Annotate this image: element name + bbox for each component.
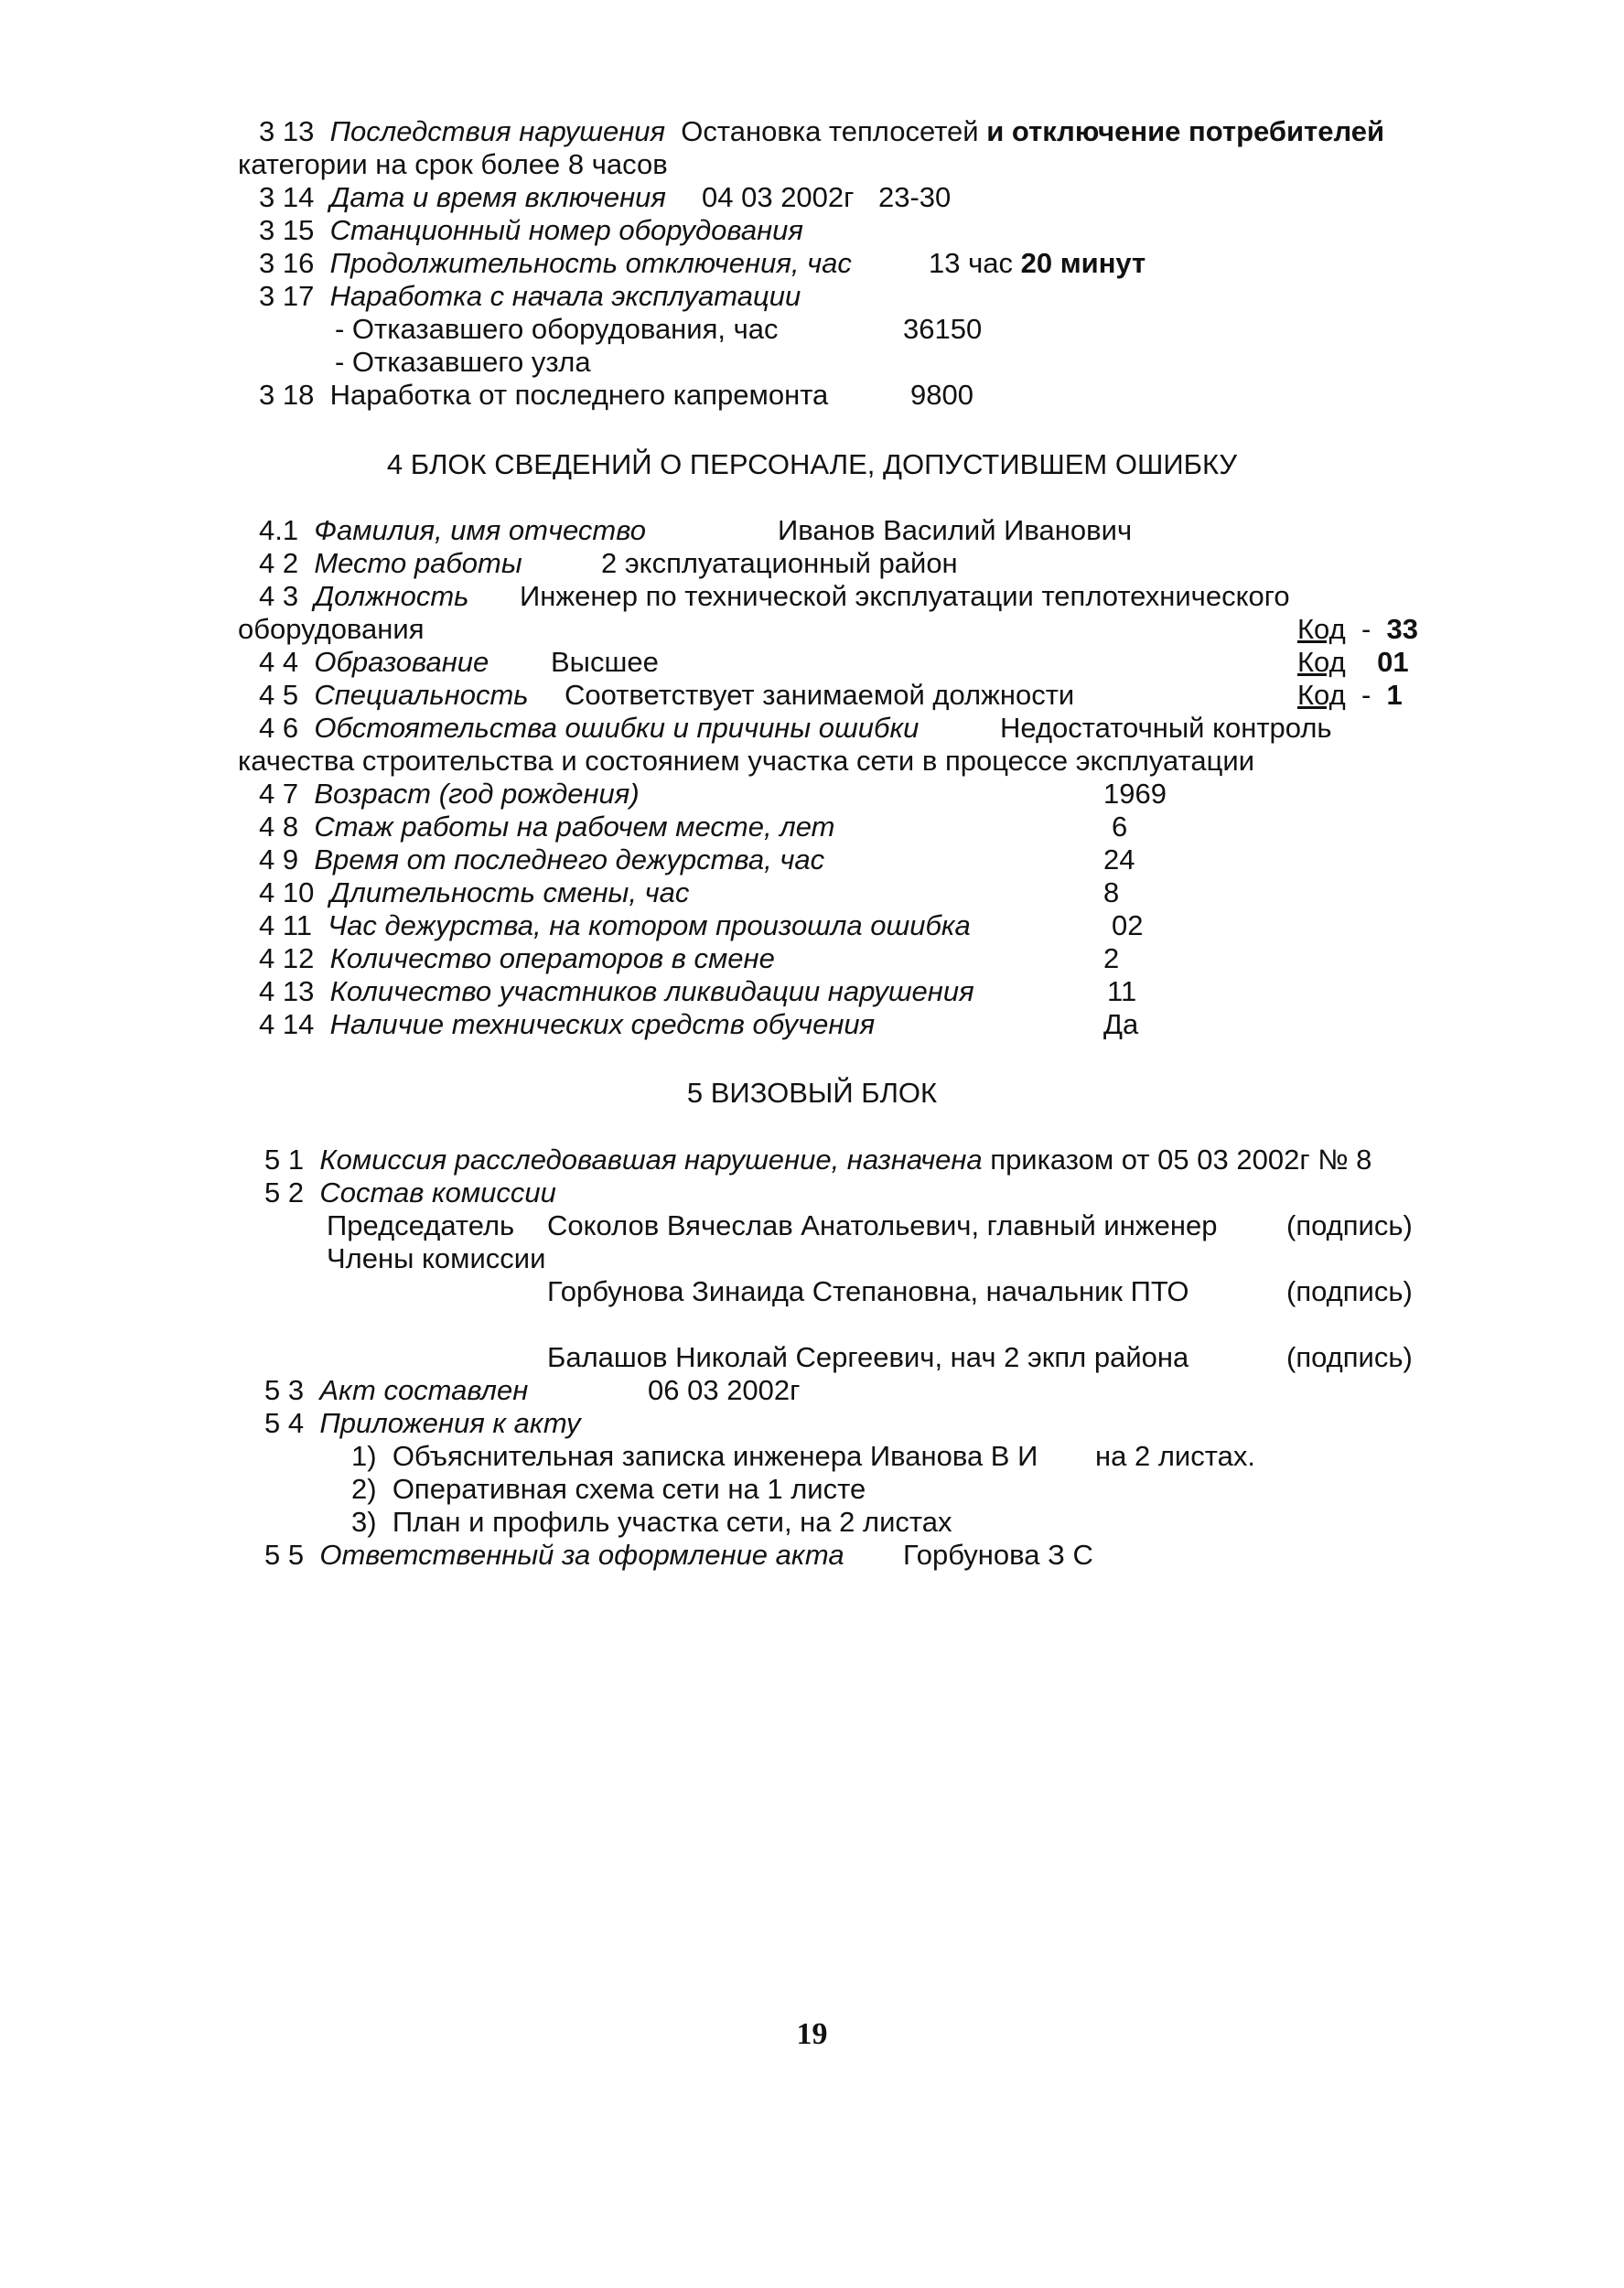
item-4-6 (259, 712, 919, 745)
item-5-3-value: 06 03 2002г (648, 1374, 801, 1406)
item-number: 3 16 (259, 247, 315, 279)
item-number: 5 1 (264, 1144, 305, 1176)
attachment-text: Оперативная схема сети на 1 листе (392, 1473, 866, 1505)
item-4-3 (259, 580, 468, 613)
item-3-18 (259, 379, 828, 412)
item-number: 4 4 (259, 646, 299, 678)
item-3-16-value (929, 247, 1145, 280)
item-3-13-cont: категории на срок более 8 часов (238, 148, 668, 180)
item-number: 4 7 (259, 778, 299, 810)
item-number: 4 8 (259, 811, 299, 843)
item-label: Приложения к акту (319, 1407, 581, 1439)
item-5-5-value: Горбунова З С (903, 1539, 1093, 1571)
signature-member-2: (подпись) (1286, 1341, 1413, 1373)
item-label: Фамилия, имя отчество (314, 514, 646, 546)
item-3-16 (259, 247, 852, 280)
item-4-13-value: 11 (1107, 975, 1137, 1007)
item-number: 4 11 (259, 909, 313, 941)
item-3-14 (259, 181, 666, 214)
item-label: Время от последнего дежурства, час (314, 843, 825, 875)
item-3-14-time: 23-30 (878, 181, 952, 213)
kod-dash: - (1361, 679, 1371, 711)
item-value-bold: и отключение потребителей (986, 115, 1385, 147)
commission-member-2: Балашов Николай Сергеевич, нач 2 экпл района (547, 1341, 1189, 1373)
attachment-text: План и профиль участка сети, на 2 листах (392, 1506, 952, 1538)
item-4-2-value: 2 эксплуатационный район (601, 547, 958, 579)
item-label: Наличие технических средств обучения (329, 1008, 876, 1040)
item-number: 3 13 (259, 115, 315, 147)
item-number: 3 18 (259, 379, 315, 411)
item-3-13 (259, 115, 1384, 148)
item-4-3-value: Инженер по технической эксплуатации теплотехнического (520, 580, 1290, 612)
item-label: Час дежурства, на котором произошла ошибка (328, 909, 971, 941)
item-4-6-cont: качества строительства и состоянием участка сети в процессе эксплуатации (238, 745, 1255, 777)
commission-chair: Соколов Вячеслав Анатольевич, главный инженер (547, 1209, 1218, 1241)
item-label: Образование (314, 646, 489, 678)
item-label: Количество участников ликвидации нарушения (329, 975, 974, 1007)
attachment-1 (351, 1440, 1038, 1473)
item-3-17 (259, 280, 801, 313)
item-label: Последствия нарушения (329, 115, 666, 147)
item-label: Ответственный за оформление акта (319, 1539, 844, 1571)
item-number: 5 3 (264, 1374, 305, 1406)
item-4-12-value: 2 (1103, 942, 1120, 974)
item-4-11-value: 02 (1112, 909, 1144, 941)
attachment-text: Объяснительная записка инженера Иванова В И (392, 1440, 1038, 1472)
item-4-10-value: 8 (1103, 876, 1120, 908)
item-4-4-value: Высшее (551, 646, 659, 678)
item-number: 3 15 (259, 214, 315, 246)
item-value: 13 час (929, 247, 1013, 279)
item-4-9 (259, 843, 824, 876)
item-number: 4 12 (259, 942, 315, 974)
section-4-heading: 4 БЛОК СВЕДЕНИЙ О ПЕРСОНАЛЕ, ДОПУСТИВШЕМ ОШИБКУ (386, 448, 1238, 480)
item-number: 5 2 (264, 1176, 305, 1208)
item-4-13 (259, 975, 974, 1008)
attachment-number: 1) (351, 1440, 377, 1472)
kod-value: 01 (1377, 646, 1409, 678)
section-5-heading: 5 ВИЗОВЫЙ БЛОК (686, 1077, 938, 1109)
attachment-number: 3) (351, 1506, 377, 1538)
kod-value: 1 (1386, 679, 1403, 711)
item-4-7-value: 1969 (1103, 778, 1167, 810)
item-4-11 (259, 909, 971, 942)
item-label: Комиссия расследовавшая нарушение, назначена (319, 1144, 983, 1176)
item-label: Станционный номер оборудования (329, 214, 803, 246)
item-4-10 (259, 876, 689, 909)
item-label: Продолжительность отключения, час (329, 247, 852, 279)
item-5-1 (264, 1144, 1371, 1176)
item-number: 4 10 (259, 876, 315, 908)
item-3-17-sub1-label: - Отказавшего оборудования, час (335, 313, 779, 345)
item-number: 4 5 (259, 679, 299, 711)
item-4-4 (259, 646, 489, 679)
item-5-3 (264, 1374, 528, 1407)
item-number: 4 6 (259, 712, 299, 744)
item-3-17-sub2-label: - Отказавшего узла (335, 346, 591, 378)
item-label: Возраст (год рождения) (314, 778, 640, 810)
item-value: приказом от 05 03 2002г № 8 (990, 1144, 1372, 1176)
item-3-14-date: 04 03 2002г (702, 181, 855, 213)
item-label: Количество операторов в смене (329, 942, 775, 974)
page-number: 19 (796, 2017, 828, 2051)
item-value: Остановка теплосетей (681, 115, 979, 147)
item-label: Специальность (314, 679, 529, 711)
item-label: Акт составлен (319, 1374, 529, 1406)
item-label: Место работы (314, 547, 522, 579)
item-value-bold: 20 минут (1020, 247, 1146, 279)
kod-4-5 (1297, 679, 1403, 712)
item-5-5 (264, 1539, 844, 1572)
item-number: 4.1 (259, 514, 299, 546)
item-label: Стаж работы на рабочем месте, лет (314, 811, 835, 843)
item-4-5 (259, 679, 529, 712)
commission-members-label: Члены комиссии (327, 1242, 546, 1274)
item-4-2 (259, 547, 522, 580)
item-5-2 (264, 1176, 556, 1209)
kod-dash: - (1361, 613, 1371, 645)
signature-chair: (подпись) (1286, 1209, 1413, 1241)
item-3-15 (259, 214, 803, 247)
item-label: Должность (314, 580, 469, 612)
item-label: Наработка с начала эксплуатации (329, 280, 801, 312)
item-number: 4 9 (259, 843, 299, 875)
item-3-17-sub1-value: 36150 (903, 313, 983, 345)
kod-4-3 (1297, 613, 1418, 646)
signature-member-1: (подпись) (1286, 1275, 1413, 1307)
item-4-12 (259, 942, 775, 975)
item-4-14-value: Да (1103, 1008, 1139, 1040)
kod-label: Код (1297, 679, 1346, 711)
item-number: 5 5 (264, 1539, 305, 1571)
kod-label: Код (1297, 646, 1346, 678)
item-number: 3 14 (259, 181, 315, 213)
item-4-8-value: 6 (1112, 811, 1128, 843)
item-4-14 (259, 1008, 875, 1041)
item-label: Состав комиссии (319, 1176, 556, 1208)
item-3-18-value: 9800 (910, 379, 973, 411)
attachment-3 (351, 1506, 952, 1539)
item-4-1-value: Иванов Василий Иванович (778, 514, 1133, 546)
item-label: Наработка от последнего капремонта (329, 379, 829, 411)
attachment-number: 2) (351, 1473, 377, 1505)
item-4-5-value: Соответствует занимаемой должности (565, 679, 1075, 711)
attachment-2 (351, 1473, 866, 1506)
item-4-8 (259, 811, 834, 843)
item-number: 5 4 (264, 1407, 305, 1439)
item-number: 4 2 (259, 547, 299, 579)
item-4-9-value: 24 (1103, 843, 1135, 875)
item-label: Длительность смены, час (329, 876, 690, 908)
item-number: 4 14 (259, 1008, 315, 1040)
item-label: Дата и время включения (329, 181, 666, 213)
item-4-6-value: Недостаточный контроль (1000, 712, 1332, 744)
item-number: 4 3 (259, 580, 299, 612)
item-4-1 (259, 514, 646, 547)
item-4-7 (259, 778, 640, 811)
item-label: Обстоятельства ошибки и причины ошибки (314, 712, 920, 744)
kod-4-4 (1297, 646, 1409, 679)
attachment-1-pages: на 2 листах. (1095, 1440, 1255, 1472)
item-5-4 (264, 1407, 581, 1440)
commission-chair-label: Председатель (327, 1209, 515, 1241)
commission-member-1: Горбунова Зинаида Степановна, начальник ПТО (547, 1275, 1189, 1307)
kod-label: Код (1297, 613, 1346, 645)
item-number: 4 13 (259, 975, 315, 1007)
kod-value: 33 (1386, 613, 1418, 645)
item-number: 3 17 (259, 280, 315, 312)
item-4-3-cont: оборудования (238, 613, 425, 645)
